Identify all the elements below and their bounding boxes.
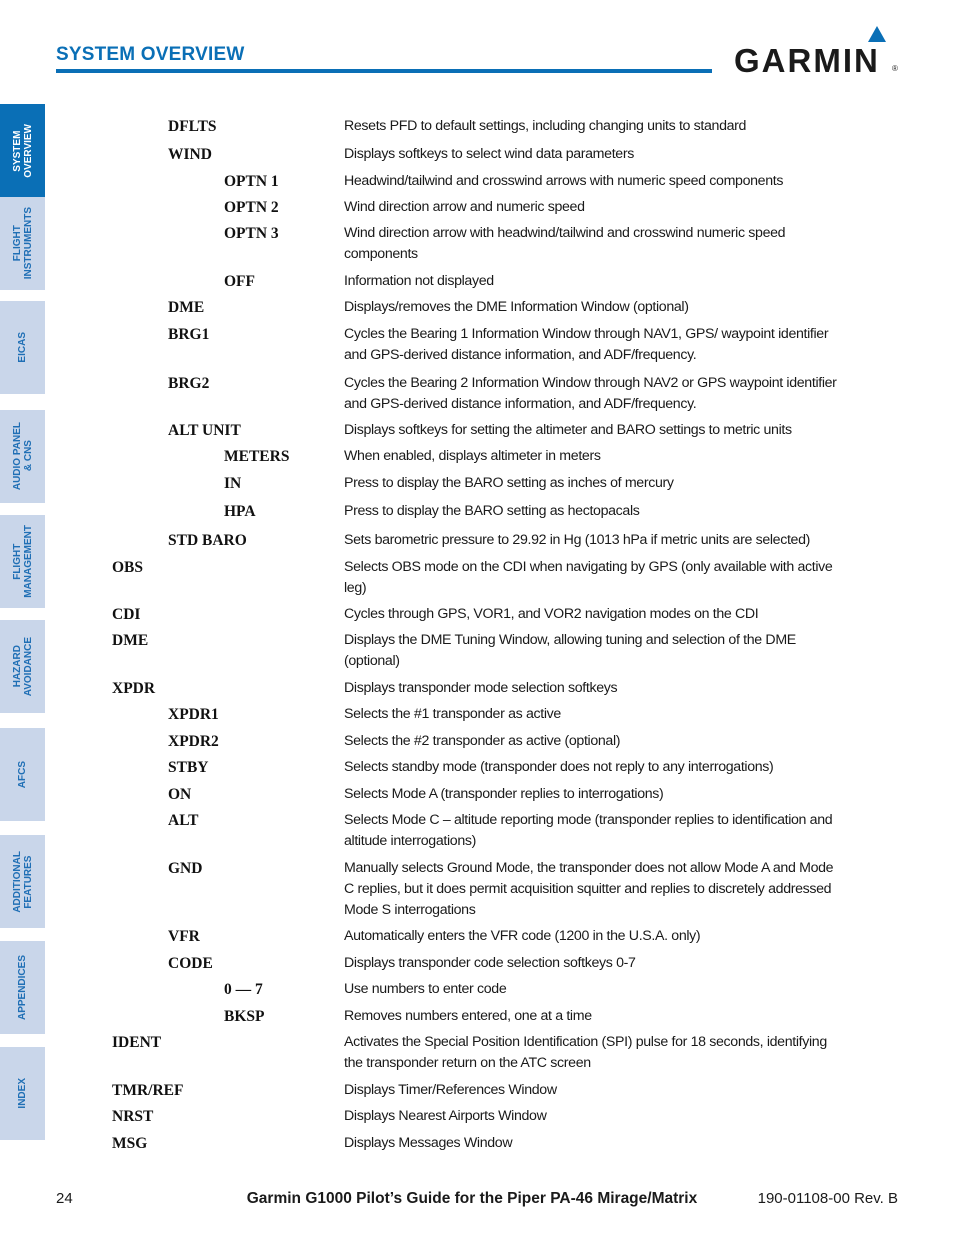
section-tab-label: EICAS [17,332,28,363]
softkey-name: TMR/REF [112,1082,184,1099]
section-tab-label: FLIGHT INSTRUMENTS [11,207,34,280]
section-tab-label: AFCS [17,760,28,789]
softkey-name: STD BARO [168,532,247,549]
section-tab-label: APPENDICES [17,954,28,1020]
softkey-name: GND [168,860,203,877]
softkey-description: Use numbers to enter code [344,981,507,997]
softkey-description: Selects OBS mode on the CDI when navigating by GPS (only available with active leg) [344,559,833,596]
softkey-description: Displays transponder code selection softkeys 0-7 [344,955,636,971]
garmin-logo-text: GARMIN [734,42,880,79]
softkey-description: Activates the Special Position Identification (SPI) pulse for 18 seconds, identifying the transponder return on the ATC screen [344,1034,827,1071]
footer-title: Garmin G1000 Pilot’s Guide for the Piper PA-46 Mirage/Matrix [246,1190,698,1207]
softkey-description: Automatically enters the VFR code (1200 in the U.S.A. only) [344,928,701,944]
softkey-description: Wind direction arrow and numeric speed [344,199,585,215]
softkey-name: IDENT [112,1034,162,1051]
section-tab-label: FLIGHT MANAGEMENT [11,525,34,598]
softkey-description: Displays the DME Tuning Window, allowing tuning and selection of the DME (optional) [344,632,796,669]
document-number: 190-01108-00 Rev. B [757,1190,898,1207]
softkey-description: Displays transponder mode selection softkeys [344,680,618,696]
softkey-description: Wind direction arrow with headwind/tailwind and crosswind numeric speed components [344,225,786,262]
softkey-name: METERS [224,448,290,465]
section-tab[interactable] [0,941,45,1034]
header-rule [56,69,712,73]
softkey-name: MSG [112,1135,148,1152]
section-tab-label: SYSTEM OVERVIEW [11,123,34,178]
softkey-name: DME [112,632,149,649]
softkey-name: VFR [168,928,200,945]
softkey-name: BRG1 [168,326,210,343]
softkey-description: Selects Mode C – altitude reporting mode (transponder replies to identification and altitude interrogations) [344,812,833,849]
softkey-name: CODE [168,955,213,972]
softkey-description: Resets PFD to default settings, including changing units to standard [344,118,747,134]
softkey-name: BRG2 [168,375,210,392]
softkey-description: Displays/removes the DME Information Window (optional) [344,299,689,315]
softkey-name: OPTN 1 [224,173,279,190]
softkey-name: XPDR2 [168,733,219,750]
softkey-name: NRST [112,1108,154,1125]
section-tab[interactable] [0,301,45,394]
section-tab-label: AUDIO PANEL & CNS [11,422,34,491]
section-title: SYSTEM OVERVIEW [56,44,245,65]
garmin-logo [734,26,898,79]
section-tab-label: HAZARD AVOIDANCE [11,636,34,697]
garmin-delta-icon [868,26,886,42]
softkey-name: OBS [112,559,144,576]
softkey-description: When enabled, displays altimeter in meters [344,448,601,464]
softkey-description: Press to display the BARO setting as hectopacals [344,503,640,519]
softkey-name: XPDR [112,680,156,697]
softkey-name: OPTN 3 [224,225,279,242]
softkey-name: STBY [168,759,209,776]
section-tab-label: ADDITIONAL FEATURES [11,850,34,913]
page-number: 24 [56,1190,73,1207]
softkey-description: Displays softkeys to select wind data parameters [344,146,634,162]
softkey-name: BKSP [224,1008,265,1025]
section-tab[interactable] [0,410,45,503]
softkey-name: DME [168,299,205,316]
softkey-description: Headwind/tailwind and crosswind arrows with numeric speed components [344,173,784,189]
softkey-name: ALT [168,812,199,829]
softkey-name: HPA [224,503,256,520]
softkey-description: Sets barometric pressure to 29.92 in Hg (1013 hPa if metric units are selected) [344,532,810,548]
softkey-description: Selects Mode A (transponder replies to interrogations) [344,786,664,802]
softkey-description: Displays softkeys for setting the altimeter and BARO settings to metric units [344,422,792,438]
section-tab[interactable] [0,1047,45,1140]
section-tab[interactable] [0,104,45,197]
section-tab[interactable] [0,728,45,821]
section-tab-label: INDEX [17,1078,28,1109]
softkey-description: Selects the #1 transponder as active [344,706,561,722]
softkey-name: DFLTS [168,118,217,135]
softkey-description: Selects the #2 transponder as active (optional) [344,733,621,749]
softkey-name: ALT UNIT [168,422,241,439]
softkey-name: CDI [112,606,141,623]
softkey-description: Information not displayed [344,273,494,289]
softkey-description: Selects standby mode (transponder does not reply to any interrogations) [344,759,774,775]
softkey-name: OFF [224,273,255,290]
softkey-description: Displays Messages Window [344,1135,513,1151]
softkey-name: OPTN 2 [224,199,279,216]
softkey-description: Cycles the Bearing 2 Information Window through NAV2 or GPS waypoint identifier and GPS-derived distance information, and ADF/frequency. [344,375,837,412]
section-tab[interactable] [0,620,45,713]
softkey-description: Cycles the Bearing 1 Information Window through NAV1, GPS/ waypoint identifier and GPS-derived distance information, and ADF/frequency. [344,326,829,363]
section-tab[interactable] [0,835,45,928]
softkey-name: IN [224,475,242,492]
softkey-name: 0 — 7 [224,981,263,998]
section-tab[interactable] [0,197,45,290]
softkey-description: Manually selects Ground Mode, the transponder does not allow Mode A and Mode C replies, but it does permit acquisition squitter and replies to discretely addressed Mode S interrogations [344,860,834,918]
softkey-name: ON [168,786,192,803]
section-tab[interactable] [0,515,45,608]
softkey-name: WIND [168,146,212,163]
softkey-name: XPDR1 [168,706,219,723]
softkey-description: Removes numbers entered, one at a time [344,1008,592,1024]
registered-mark: ® [892,64,898,73]
softkey-description: Press to display the BARO setting as inches of mercury [344,475,674,491]
softkey-description: Displays Nearest Airports Window [344,1108,547,1124]
softkey-description: Displays Timer/References Window [344,1082,557,1098]
softkey-description: Cycles through GPS, VOR1, and VOR2 navigation modes on the CDI [344,606,759,622]
